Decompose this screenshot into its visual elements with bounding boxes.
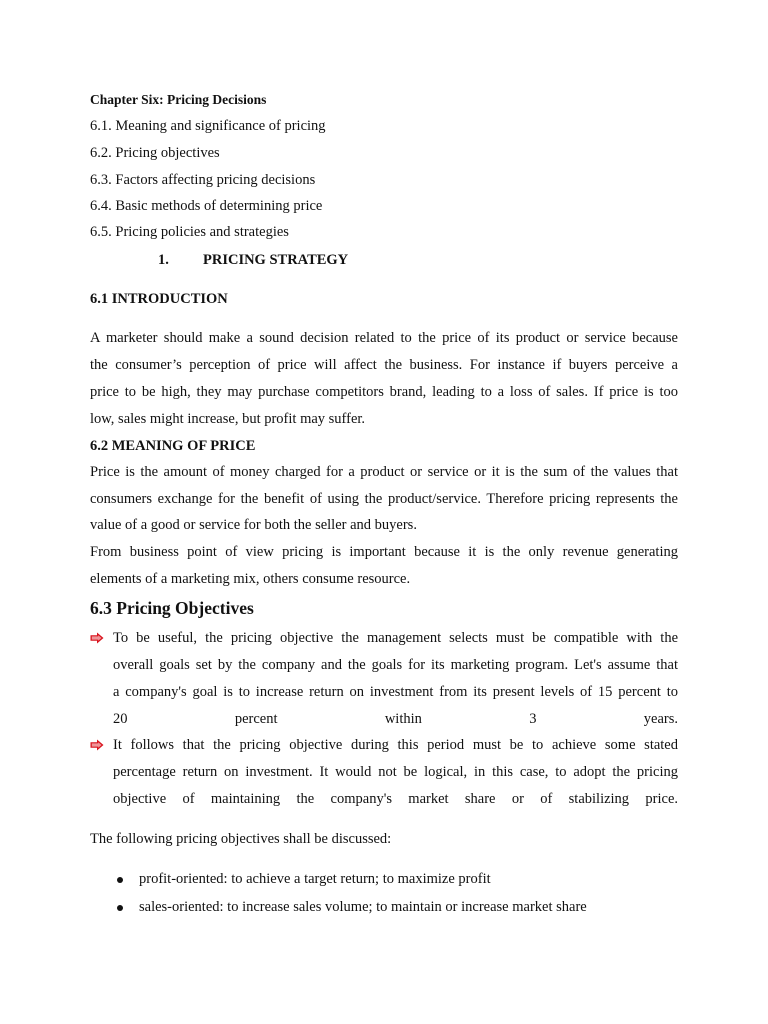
meaning-line: Price is the amount of money charged for a product or service or it is the sum of the values that	[90, 464, 678, 480]
intro-line: the consumer’s perception of price will affect the business. For instance if buyers perceive a	[90, 357, 678, 373]
meaning-line: From business point of view pricing is important because it is the only revenue generating	[90, 544, 678, 560]
objectives-heading: 6.3 Pricing Objectives	[90, 598, 254, 618]
bullet-dot-icon	[117, 905, 123, 911]
bullet-line: objective of maintaining the company's market share or of stabilizing price.	[113, 791, 678, 807]
toc-item: 6.3. Factors affecting pricing decisions	[90, 172, 316, 188]
toc-item: 6.4. Basic methods of determining price	[90, 198, 323, 214]
toc-item: 6.5. Pricing policies and strategies	[90, 224, 289, 240]
list-item: profit-oriented: to achieve a target return; to maximize profit	[139, 871, 491, 887]
chapter-title: Chapter Six: Pricing Decisions	[90, 92, 267, 107]
bullet-line: 20 percent within 3 years.	[113, 711, 678, 727]
bullet-line: It follows that the pricing objective during this period must be to achieve some stated	[113, 737, 678, 753]
bullet-dot-icon	[117, 877, 123, 883]
following-text: The following pricing objectives shall be discussed:	[90, 831, 392, 847]
meaning-heading: 6.2 MEANING OF PRICE	[90, 438, 256, 454]
toc-item: 6.1. Meaning and significance of pricing	[90, 118, 326, 134]
arrow-bullet-icon	[90, 739, 104, 751]
bullet-line: overall goals set by the company and the goals for its marketing program. Let's assume that	[113, 657, 678, 673]
intro-line: price to be high, they may purchase competitors brand, leading to a loss of sales. If price is too	[90, 384, 678, 400]
meaning-line: elements of a marketing mix, others consume resource.	[90, 571, 411, 587]
arrow-bullet-icon	[90, 632, 104, 644]
section-title: PRICING STRATEGY	[203, 252, 349, 268]
toc-item: 6.2. Pricing objectives	[90, 145, 220, 161]
bullet-line: a company's goal is to increase return on investment from its present levels of 15 percent to	[113, 684, 678, 700]
meaning-line: consumers exchange for the benefit of using the product/service. Therefore pricing represents the	[90, 491, 678, 507]
intro-line: low, sales might increase, but profit may suffer.	[90, 411, 366, 427]
bullet-line: percentage return on investment. It would not be logical, in this case, to adopt the pricing	[113, 764, 678, 780]
intro-heading: 6.1 INTRODUCTION	[90, 291, 228, 307]
list-item: sales-oriented: to increase sales volume; to maintain or increase market share	[139, 899, 587, 915]
bullet-line: To be useful, the pricing objective the management selects must be compatible with the	[113, 630, 678, 646]
meaning-line: value of a good or service for both the seller and buyers.	[90, 517, 417, 533]
intro-line: A marketer should make a sound decision related to the price of its product or service because	[90, 330, 678, 346]
section-number: 1.	[158, 252, 169, 268]
